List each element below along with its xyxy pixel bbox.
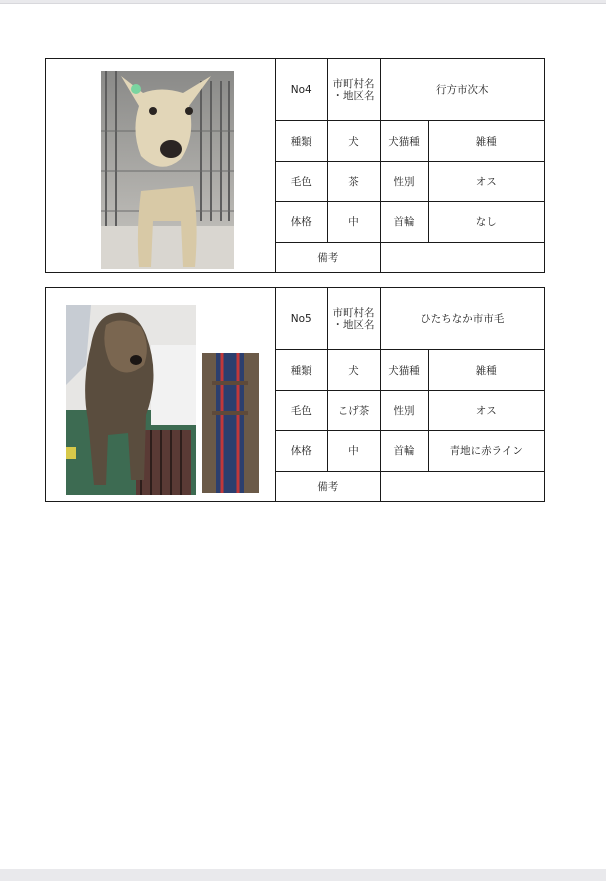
sex-value: オス <box>428 390 544 430</box>
size-label: 体格 <box>276 202 327 242</box>
photo-area <box>46 59 276 272</box>
collar-value: 青地に赤ライン <box>428 431 544 471</box>
color-label: 毛色 <box>276 161 327 201</box>
record-number: No5 <box>276 288 327 350</box>
notes-label: 備考 <box>276 242 380 272</box>
sex-label: 性別 <box>380 161 428 201</box>
sex-label: 性別 <box>380 390 428 430</box>
location-label: 市町村名 ・地区名 <box>327 59 380 121</box>
sex-value: オス <box>428 161 544 201</box>
bottom-bar <box>0 869 606 881</box>
notes-label: 備考 <box>276 471 380 501</box>
collar-photo <box>202 353 259 493</box>
color-value: こげ茶 <box>327 390 380 430</box>
dog-record-no5 <box>45 287 545 502</box>
breed-value: 雑種 <box>428 350 544 390</box>
size-value: 中 <box>327 431 380 471</box>
type-label: 種類 <box>276 121 327 161</box>
notes-value <box>380 242 544 272</box>
collar-label: 首輪 <box>380 431 428 471</box>
size-value: 中 <box>327 202 380 242</box>
breed-value: 雑種 <box>428 121 544 161</box>
color-value: 茶 <box>327 161 380 201</box>
dog-photo <box>101 71 234 269</box>
collar-label: 首輪 <box>380 202 428 242</box>
location-label: 市町村名 ・地区名 <box>327 288 380 350</box>
breed-label: 犬猫種 <box>380 121 428 161</box>
location-value: 行方市次木 <box>380 59 544 121</box>
breed-label: 犬猫種 <box>380 350 428 390</box>
photo-area <box>46 288 276 501</box>
dog-info-table <box>276 59 544 272</box>
type-value: 犬 <box>327 121 380 161</box>
location-value: ひたちなか市市毛 <box>380 288 544 350</box>
document-page <box>0 3 606 870</box>
record-number: No4 <box>276 59 327 121</box>
notes-value <box>380 471 544 501</box>
collar-value: なし <box>428 202 544 242</box>
type-label: 種類 <box>276 350 327 390</box>
dog-record-no4 <box>45 58 545 273</box>
dog-photo <box>66 305 196 495</box>
color-label: 毛色 <box>276 390 327 430</box>
dog-info-table <box>276 288 544 501</box>
size-label: 体格 <box>276 431 327 471</box>
type-value: 犬 <box>327 350 380 390</box>
